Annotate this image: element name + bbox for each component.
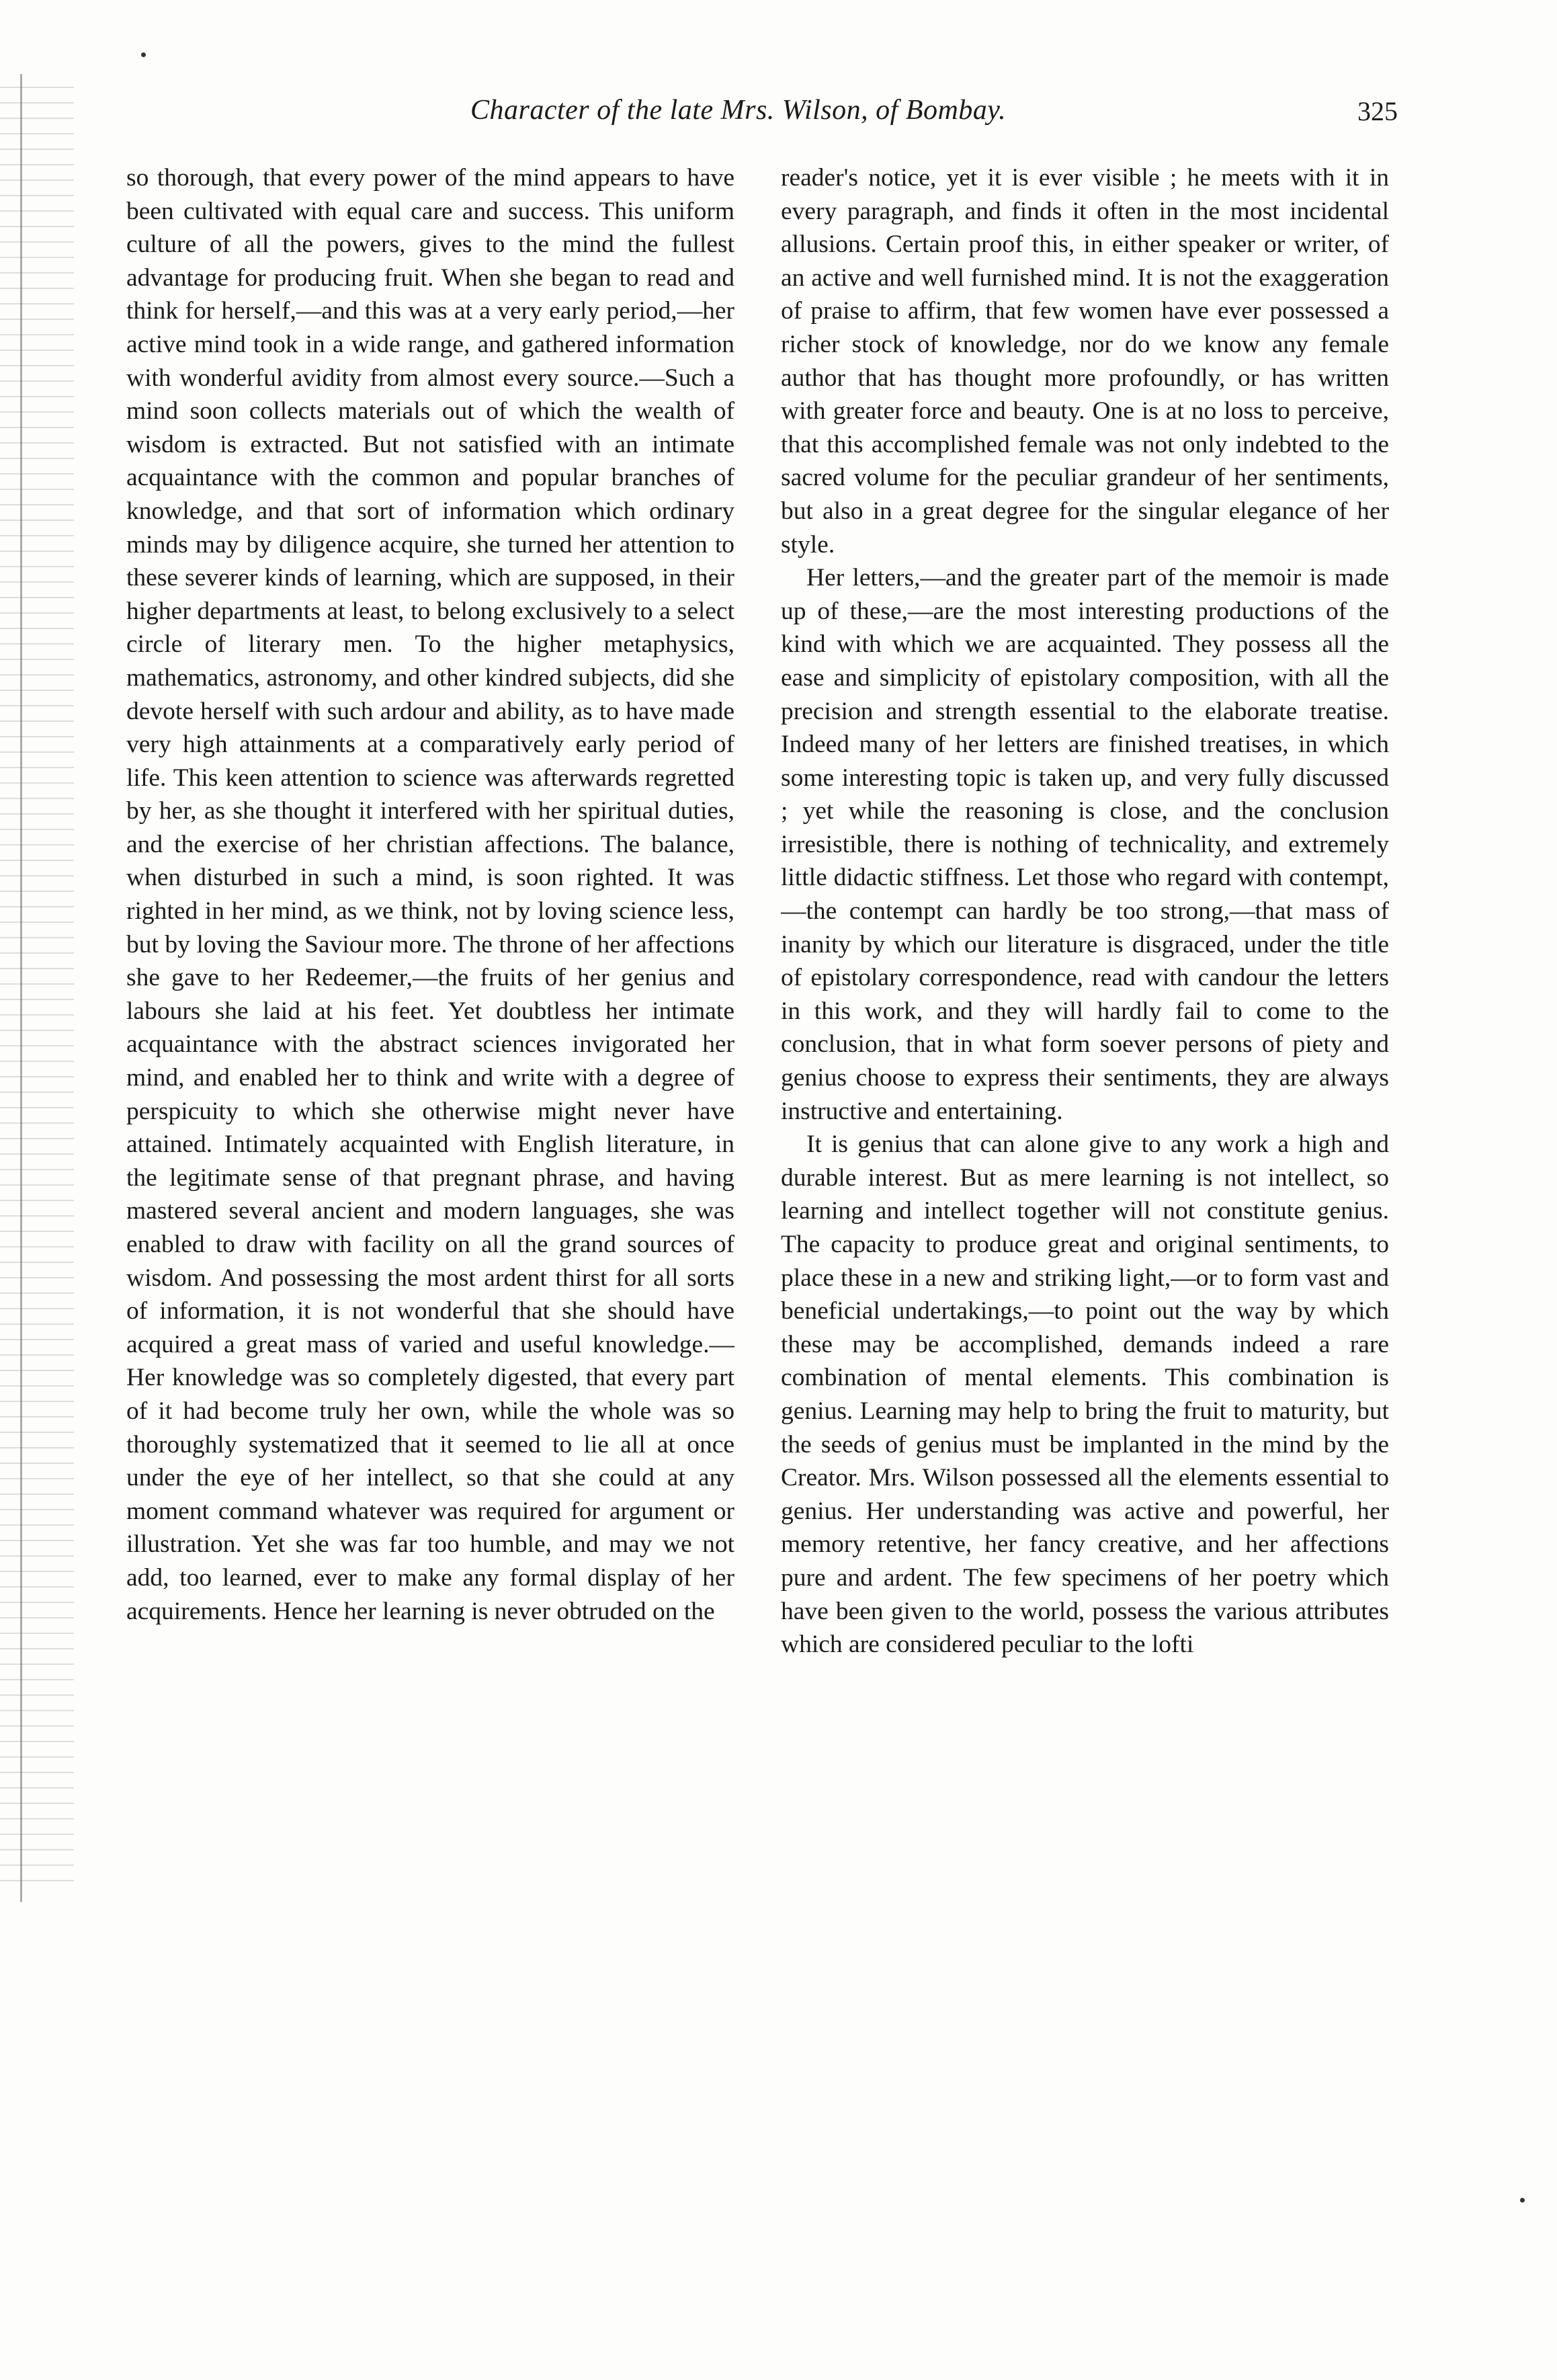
left-paragraph-1: so thorough, that every power of the mind appears to have been cultivated with equal care and success. This uniform culture of all the powers, gives to the mind the fullest advantage for producing fruit. When she began to read and think for herself,—and this was at a very early period,—her active mind took in a wide range, and gathered information with wonderful avidity from almost every source.—Such a mind soon collects materials out of which the wealth of wisdom is extracted. But not satisfied with an intimate acquaintance with the common and popular branches of knowledge, and that sort of information which ordinary minds may by diligence acquire, she turned her attention to these severer kinds of learning, which are supposed, in their higher departments at least, to belong exclusively to a select circle of literary men. To the higher metaphysics, mathematics, astronomy, and other kindred subjects, did she devote herself with such ardour and ability, as to have made very high attainments at a comparatively early period of life. This keen attention to science was afterwards regretted by her, as she thought it interfered with her spiritual duties, and the exercise of her christian affections. The balance, when disturbed in such a mind, is soon righted. It was righted in her mind, as we think, not by loving science less, but by loving the Saviour more. The throne of her affections she gave to her Redeemer,—the fruits of her genius and labours she laid at his feet. Yet doubtless her intimate acquaintance with the abstract sciences invigorated her mind, and enabled her to think and write with a degree of perspicuity to which she otherwise might never have attained. Intimately acquainted with English literature, in the legitimate sense of that pregnant phrase, and having mastered several ancient and modern languages, she was enabled to draw with facility on all the grand sources of wisdom. And possessing the most ardent thirst for all sorts of information, it is not wonderful that she should have acquired a great mass of varied and useful knowledge.—Her knowledge was so completely digested, that every part of it had become truly her own, while the whole was so thoroughly systematized that it seemed to lie all at once under the eye of her intellect, so that she could at any moment command whatever was required for argument or illustration. Yet she was far too humble, and may we not add, too learned, ever to make any formal display of her acquirements. Hence her learning is never obtruded on the — [126, 164, 734, 1625]
right-paragraph-1: reader's notice, yet it is ever visible ; he meets with it in every paragraph, and finds it often in the most incidental allusions. Certain proof this, in either speaker or writer, of an active and well furnished mind. It is not the exaggeration of praise to affirm, that few women have ever possessed a richer stock of knowledge, nor do we know any female author that has thought more profoundly, or has written with greater force and beauty. One is at no loss to perceive, that this accomplished female was not only indebted to the sacred volume for the peculiar grandeur of her sentiments, but also in a great degree for the singular elegance of her style. — [781, 164, 1389, 559]
stray-mark-top — [141, 52, 146, 57]
right-paragraph-3: It is genius that can alone give to any work a high and durable interest. But as mere learning is not intellect, so learning and intellect together will not constitute genius. The capacity to produce great and original sentiments, to place these in a new and striking light,—or to form vast and beneficial undertakings,—to point out the way by which these may be accomplished, demands indeed a rare combination of mental elements. This combination is genius. Learning may help to bring the fruit to maturity, but the seeds of genius must be implanted in the mind by the Creator. Mrs. Wilson possessed all the elements essential to genius. Her understanding was active and powerful, her memory retentive, her fancy creative, and her affections pure and ardent. The few specimens of her poetry which have been given to the world, possess the various attributes which are considered peculiar to the lofti — [781, 1131, 1389, 1659]
running-head — [470, 94, 1398, 141]
page-number: 325 — [1357, 96, 1398, 126]
running-title: Character of the late Mrs. Wilson, of Bombay. — [470, 95, 1007, 126]
left-column — [126, 161, 734, 2346]
stray-mark-right — [1520, 2198, 1525, 2203]
binding-line — [20, 74, 22, 1902]
binding-edge-shadow — [0, 81, 74, 1895]
right-column — [781, 161, 1389, 2346]
right-paragraph-2: Her letters,—and the greater part of the memoir is made up of these,—are the most interesting productions of the kind with which we are acquainted. They possess all the ease and simplicity of epistolary composition, with all the precision and strength essential to the elaborate treatise. Indeed many of her letters are finished treatises, in which some interesting topic is taken up, and very fully discussed ; yet while the reasoning is close, and the conclusion irresistible, there is nothing of technicality, and extremely little didactic stiffness. Let those who regard with contempt,—the contempt can hardly be too strong,—that mass of inanity by which our literature is disgraced, under the title of epistolary correspondence, read with candour the letters in this work, and they will hardly fail to come to the conclusion, that in what form soever persons of piety and genius choose to express their sentiments, they are always instructive and entertaining. — [781, 564, 1389, 1125]
